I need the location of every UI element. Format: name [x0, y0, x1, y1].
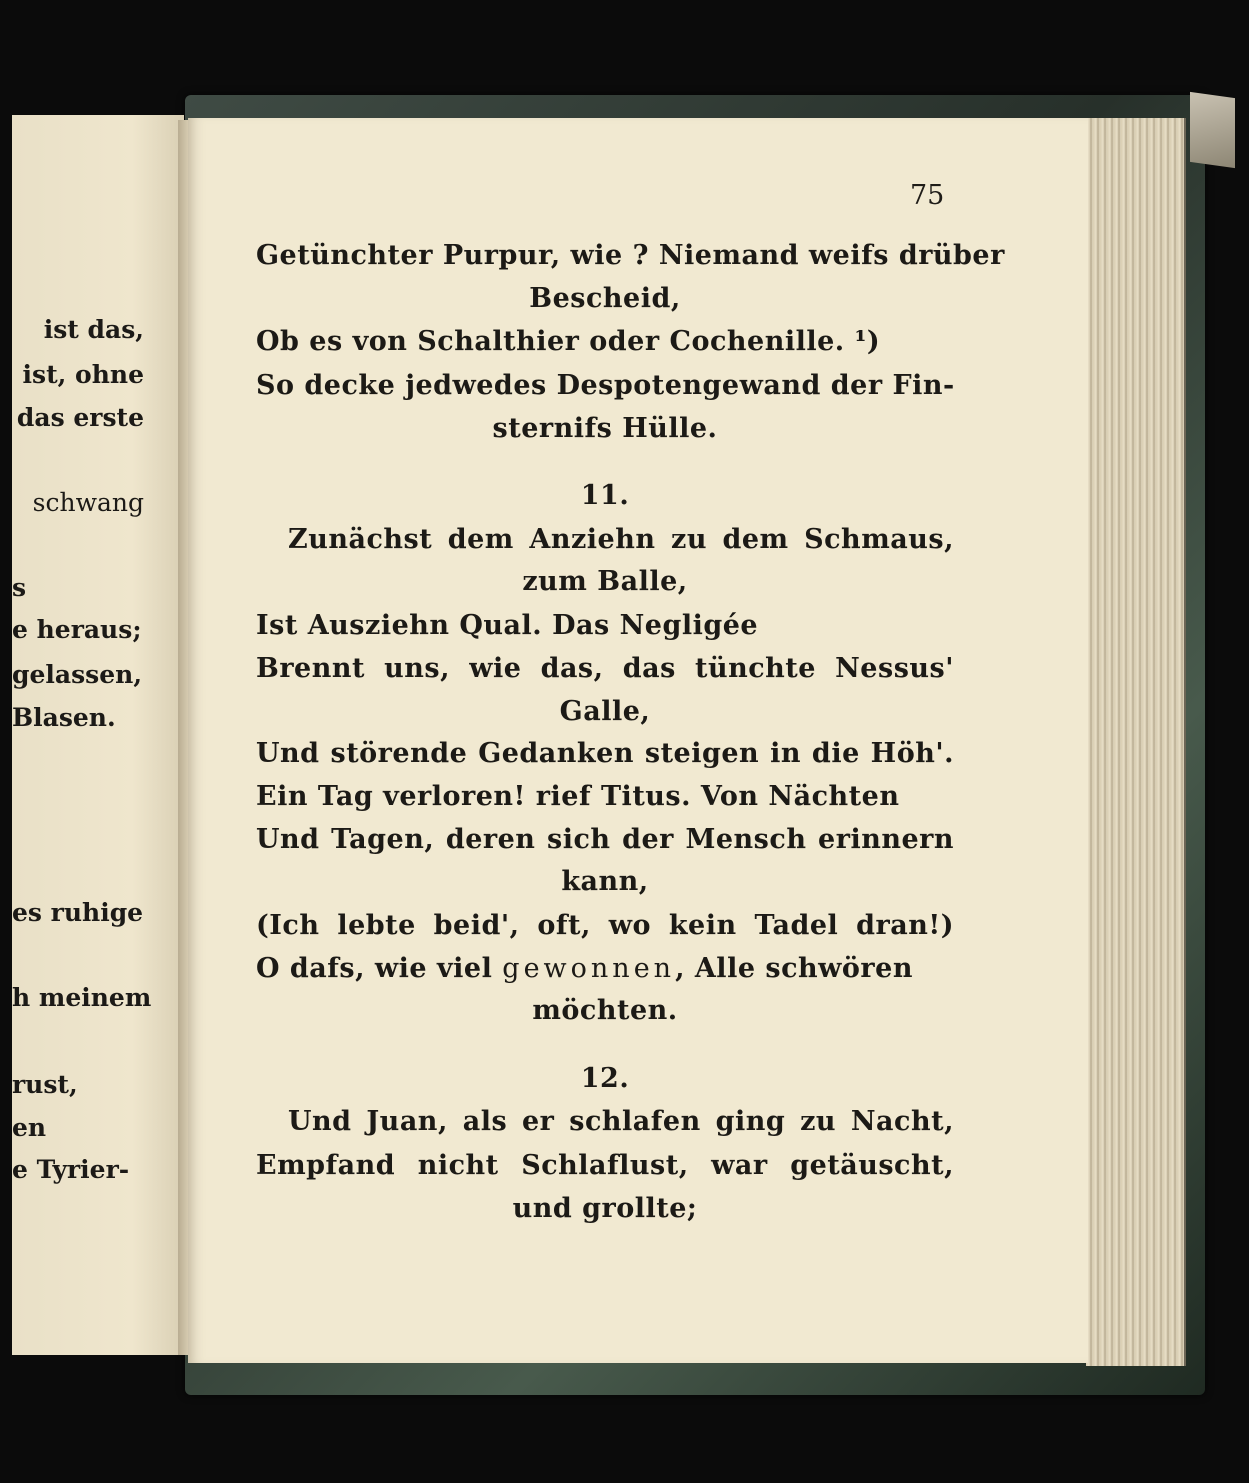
left-page-line: s	[12, 573, 27, 602]
cover-corner-worn	[1190, 92, 1235, 168]
left-page-line: e Tyrier-	[12, 1155, 130, 1184]
right-page	[188, 118, 1088, 1363]
verse-line: Und Tagen, deren sich der Mensch erinnern	[256, 824, 954, 855]
left-page-line: h meinem	[12, 983, 152, 1012]
verse-line: Zunächst dem Anziehn zu dem Schmaus,	[288, 524, 954, 555]
verse-line: Und Juan, als er schlafen ging zu Nacht,	[288, 1106, 954, 1137]
left-page-line: ist, ohne	[22, 360, 144, 389]
verse-line: Brennt uns, wie das, das tünchte Nessus'	[256, 653, 954, 684]
verse-fragment: , Alle schwören	[675, 953, 913, 984]
left-page-line: Blasen.	[12, 703, 116, 732]
verse-line: Empfand nicht Schlaflust, war getäuscht,	[256, 1150, 954, 1181]
verse-line: Ein Tag verloren! rief Titus. Von Nächten	[256, 781, 900, 812]
left-page-line: es ruhige	[12, 898, 144, 927]
left-page-line: e heraus;	[12, 615, 142, 644]
verse-line: Ob es von Schalthier oder Cochenille. ¹)	[256, 326, 881, 357]
verse-line: zum Balle,	[522, 566, 688, 597]
page-edges	[1086, 118, 1186, 1366]
verse-line: Ist Ausziehn Qual. Das Negligée	[256, 610, 759, 641]
left-page-line: das erste	[16, 403, 144, 432]
verse-line: Bescheid,	[529, 283, 681, 314]
left-page-line: ist das,	[43, 315, 144, 344]
verse-line: Getünchter Purpur, wie ? Niemand weifs drüber	[256, 240, 1005, 271]
verse-line-spaced	[256, 953, 954, 984]
left-page-line: schwang	[32, 488, 144, 517]
verse-line: sternifs Hülle.	[492, 413, 718, 444]
verse-fragment: O dafs, wie viel	[256, 953, 493, 984]
verse-line: kann,	[561, 866, 649, 897]
verse-line: (Ich lebte beid', oft, wo kein Tadel dran!)	[256, 910, 954, 941]
verse-line: möchten.	[532, 995, 678, 1026]
verse-line: Galle,	[559, 696, 651, 727]
stanza-number: 11.	[580, 480, 630, 511]
verse-line: So decke jedwedes Despotengewand der Fin-	[256, 370, 955, 401]
page-number: 75	[910, 180, 945, 211]
stanza-number: 12.	[580, 1063, 630, 1094]
verse-emphasis: gewonnen	[502, 953, 676, 984]
left-page-line: rust,	[12, 1070, 78, 1099]
verse-line: Und störende Gedanken steigen in die Höh'.	[256, 738, 954, 769]
verse-line: und grollte;	[512, 1193, 698, 1224]
left-page-line: en	[12, 1113, 47, 1142]
left-page-line: gelassen,	[12, 660, 143, 689]
left-page	[12, 115, 184, 1355]
